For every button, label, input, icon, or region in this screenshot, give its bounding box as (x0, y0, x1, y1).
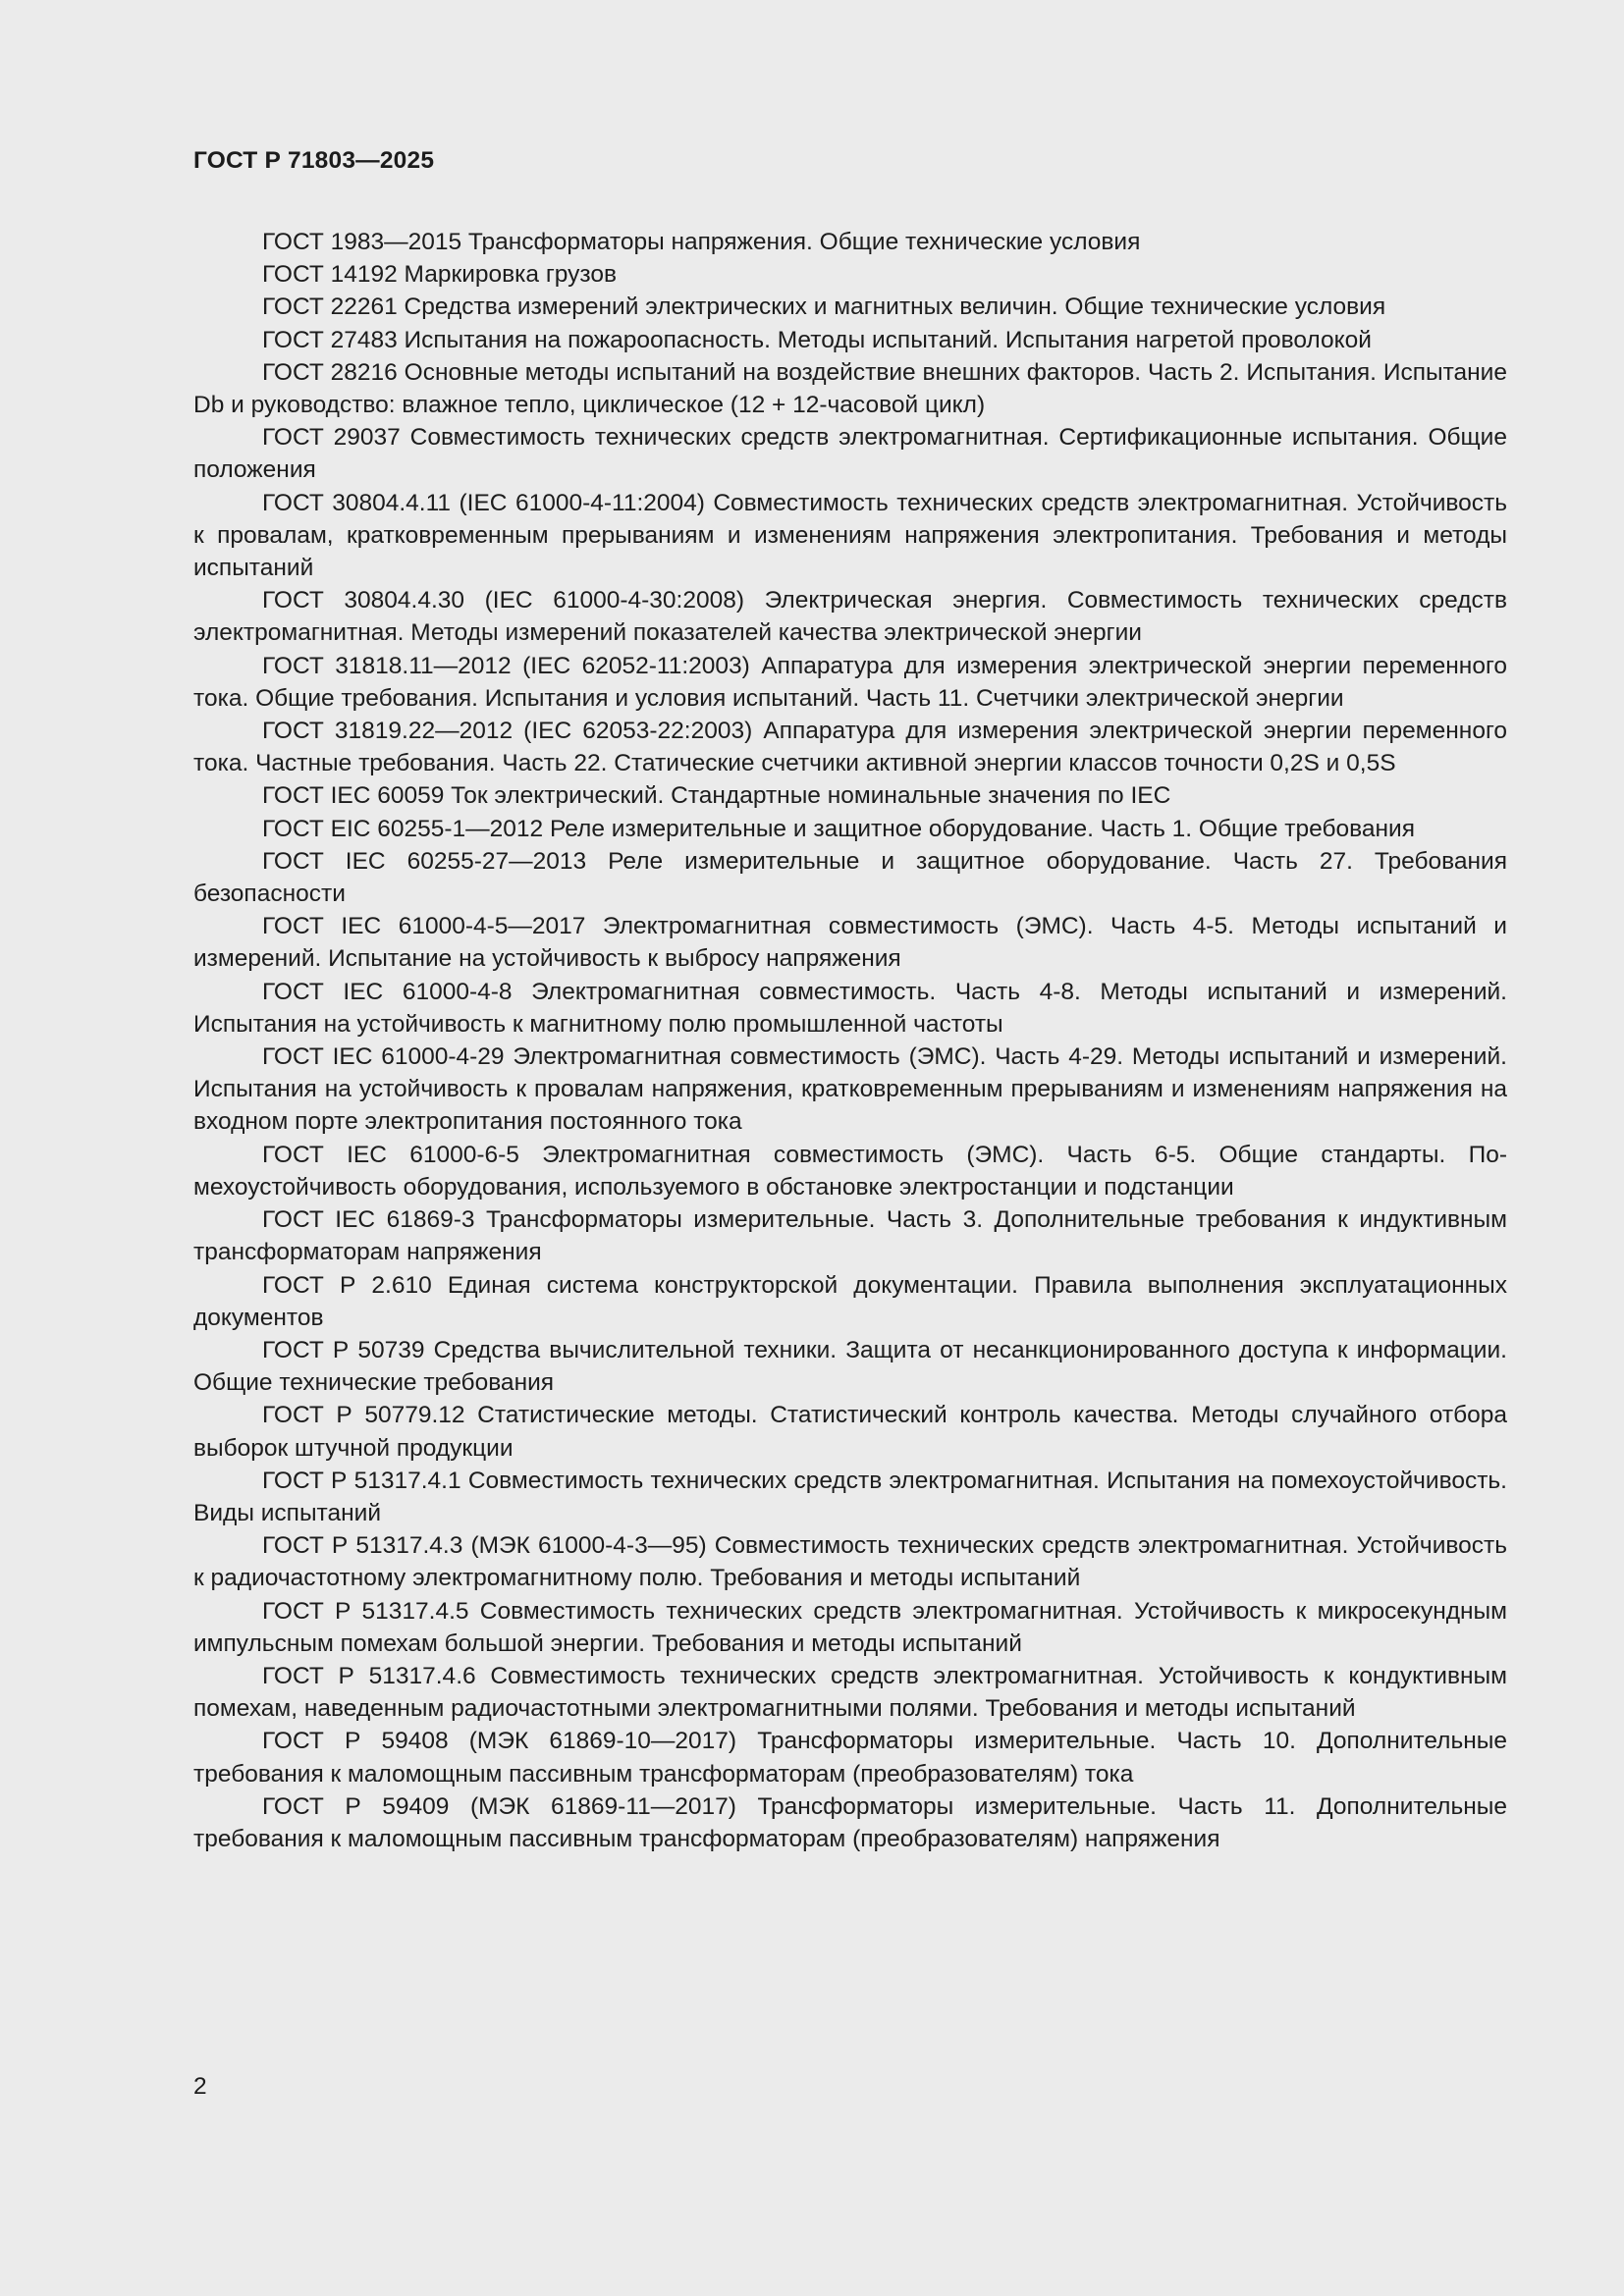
reference-item: ГОСТ 29037 Совместимость технических средств электромагнитная. Сертификационные испытания. Общие положения (193, 424, 1507, 484)
reference-item: ГОСТ 14192 Маркировка грузов (262, 261, 617, 289)
reference-item: ГОСТ 31819.22—2012 (IEC 62053-22:2003) Аппаратура для измерения электрической энергии переменного тока. Частные требования. Часть 22. Статические счетчики активной энергии классов точности 0,2S и 0,5S (193, 718, 1507, 777)
page-number: 2 (193, 2073, 207, 2100)
normative-references-list (193, 226, 1507, 1855)
reference-item: ГОСТ IEC 61000-4-5—2017 Электромагнитная совместимость (ЭМС). Часть 4-5. Методы испытаний и измерений. Испытание на устойчивость к выбросу напряжения (193, 913, 1507, 973)
reference-item: ГОСТ IEC 60255-27—2013 Реле измерительные и защитное оборудование. Часть 27. Требования безопасности (193, 847, 1507, 908)
reference-item: ГОСТ IEC 61000-4-8 Электромагнитная совместимость. Часть 4-8. Методы испытаний и измерений. Испытания на устойчивость к магнитному полю промышленной частоты (193, 978, 1507, 1038)
reference-item: ГОСТ IEC 60059 Ток электрический. Стандартные номинальные значения по IEC (262, 782, 1171, 810)
reference-item: ГОСТ EIC 60255-1—2012 Реле измерительные и защитное оборудование. Часть 1. Общие требования (262, 815, 1415, 842)
reference-item: ГОСТ 22261 Средства измерений электрических и магнитных величин. Общие технические условия (262, 294, 1386, 321)
reference-item: ГОСТ 27483 Испытания на пожароопасность. Методы испытаний. Испытания нагретой проволокой (262, 326, 1372, 353)
reference-item: ГОСТ Р 51317.4.6 Совместимость технических средств электромагнитная. Устойчивость к кондуктивным помехам, наведенным радиочастотными электромагнитными полями. Требования и методы испытаний (193, 1662, 1507, 1723)
reference-item: ГОСТ 1983—2015 Трансформаторы напряжения. Общие технические условия (262, 229, 1141, 255)
reference-item: ГОСТ Р 50739 Средства вычислительной техники. Защита от несанкционированного доступа к информации. Общие технические требования (193, 1336, 1507, 1397)
reference-item: ГОСТ Р 51317.4.3 (МЭК 61000-4-3—95) Совместимость технических средств электромагнитная. Устойчивость к радиочастотному электромагнитному полю. Требования и методы испытаний (193, 1532, 1507, 1592)
reference-item: ГОСТ Р 2.610 Единая система конструкторской документации. Правила выполнения эксплуатационных документов (193, 1271, 1507, 1331)
reference-item: ГОСТ 31818.11—2012 (IEC 62052-11:2003) Аппаратура для измерения электрической энергии переменного тока. Общие требования. Испытания и условия испытаний. Часть 11. Счетчики электрической энергии (193, 652, 1507, 712)
reference-item: ГОСТ 28216 Основные методы испытаний на воздействие внешних факторов. Часть 2. Испытания. Испытание Db и руководство: влажное тепло, циклическое (12 + 12-часовой цикл) (193, 358, 1507, 419)
reference-item: ГОСТ IEC 61869-3 Трансформаторы измерительные. Часть 3. Дополнительные требования к индуктивным трансформаторам напряжения (193, 1206, 1507, 1266)
reference-item: ГОСТ 30804.4.30 (IEC 61000-4-30:2008) Электрическая энергия. Совместимость технических средств электромагнитная. Методы измерений показателей качества электрической энергии (193, 587, 1507, 647)
reference-item: ГОСТ Р 59408 (МЭК 61869-10—2017) Трансформаторы измерительные. Часть 10. Дополнительные требования к маломощным пассивным трансформаторам (преобразователям) тока (193, 1728, 1507, 1788)
reference-item: ГОСТ 30804.4.11 (IEC 61000-4-11:2004) Совместимость технических средств электромагнитная. Устойчивость к провалам, кратковременным прерываниям и изменениям напряжения электропитания. Требования и методы испытаний (193, 489, 1507, 582)
reference-item: ГОСТ Р 51317.4.5 Совместимость технических средств электромагнитная. Устойчивость к микросекундным импульсным помехам большой энергии. Требования и методы испытаний (193, 1597, 1507, 1657)
reference-item: ГОСТ IEC 61000-6-5 Электромагнитная совместимость (ЭМС). Часть 6-5. Общие стандарты. Помехоустойчивость оборудования, используемого в обстановке электростанции и подстанции (193, 1141, 1507, 1201)
reference-item: ГОСТ IEC 61000-4-29 Электромагнитная совместимость (ЭМС). Часть 4-29. Методы испытаний и измерений. Испытания на устойчивость к провалам напряжения, кратковременным прерываниям и изменениям напряжения на входном порте электропитания постоянного тока (193, 1043, 1507, 1136)
reference-item: ГОСТ Р 51317.4.1 Совместимость технических средств электромагнитная. Испытания на помехоустойчивость. Виды испытаний (193, 1467, 1507, 1526)
document-header: ГОСТ Р 71803—2025 (193, 147, 435, 174)
reference-item: ГОСТ Р 59409 (МЭК 61869-11—2017) Трансформаторы измерительные. Часть 11. Дополнительные требования к маломощным пассивным трансформаторам (преобразователям) напряжения (193, 1792, 1507, 1852)
reference-item: ГОСТ Р 50779.12 Статистические методы. Статистический контроль качества. Методы случайного отбора выборок штучной продукции (193, 1402, 1507, 1462)
